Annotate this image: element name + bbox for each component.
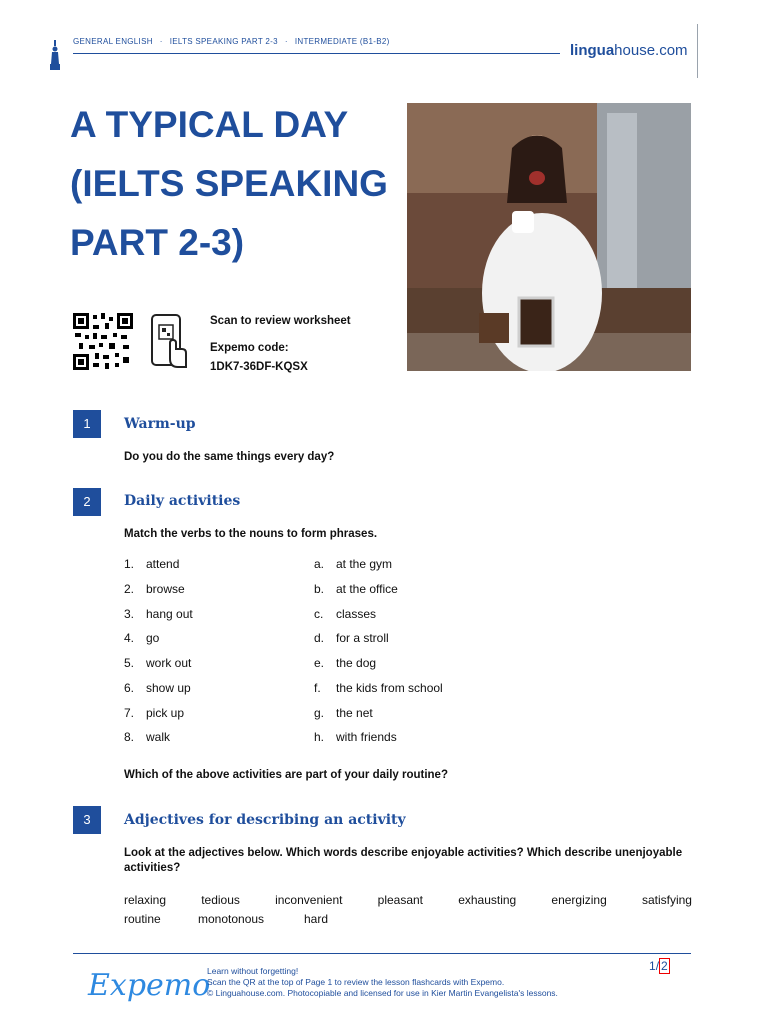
adjective: tedious — [201, 893, 240, 907]
breadcrumb-separator: · — [159, 37, 163, 46]
adjective: monotonous — [198, 912, 265, 926]
section-title-warm-up: Warm-up — [124, 416, 196, 432]
adjective: satisfying — [641, 893, 692, 907]
adjective: routine — [124, 912, 161, 926]
section-number-3: 3 — [73, 806, 101, 834]
noun-item: b. at the office — [314, 582, 398, 596]
section-title-adjectives: Adjectives for describing an activity — [124, 812, 406, 828]
expemo-code: 1DK7-36DF-KQSX — [210, 361, 308, 373]
scan-info — [210, 312, 351, 377]
adjective-row-1 — [124, 893, 692, 907]
phone-scan-icon — [150, 313, 190, 371]
warm-up-question: Do you do the same things every day? — [124, 451, 335, 463]
adjective: hard — [304, 912, 329, 926]
breadcrumb — [73, 37, 390, 46]
brand-logo-rest: house.com — [614, 42, 688, 59]
noun-item: e. the dog — [314, 656, 377, 670]
footer-scan-note: Scan the QR at the top of Page 1 to review the lesson flashcards with Expemo. — [207, 977, 505, 987]
brand-logo-bold: lingua — [570, 42, 615, 59]
expemo-code-label: Expemo code: — [210, 342, 289, 354]
section-number-2: 2 — [73, 488, 101, 516]
adjective: energizing — [551, 893, 607, 907]
adjectives-instruction: Look at the adjectives below. Which words describe enjoyable activities? Which describe unenjoyable activities? — [124, 847, 683, 874]
noun-item: g. the net — [314, 706, 373, 720]
adjective: exhausting — [458, 893, 517, 907]
breadcrumb-item-difficulty[interactable]: INTERMEDIATE (B1-B2) — [294, 37, 390, 46]
section-title-daily-activities: Daily activities — [124, 493, 241, 509]
verb-item: 3. hang out — [124, 607, 193, 621]
header-vertical-rule — [697, 24, 698, 78]
footer-text — [207, 966, 558, 999]
noun-item: h. with friends — [314, 730, 397, 744]
page-separator: / — [655, 959, 660, 973]
verb-item: 8. walk — [124, 730, 171, 744]
woman-yawning-photo — [407, 103, 691, 371]
verb-item: 2. browse — [124, 582, 185, 596]
verb-item: 1. attend — [124, 557, 180, 571]
expemo-logo[interactable]: Expemo — [88, 968, 211, 1003]
noun-item: d. for a stroll — [314, 631, 389, 645]
adjective: pleasant — [377, 893, 424, 907]
noun-item: c. classes — [314, 607, 377, 621]
page-current: 1 — [649, 959, 656, 973]
routine-question: Which of the above activities are part of your daily routine? — [124, 769, 448, 781]
brand-logo[interactable] — [570, 42, 688, 59]
verb-item: 7. pick up — [124, 706, 185, 720]
adjective: inconvenient — [275, 893, 343, 907]
matching-instruction: Match the verbs to the nouns to form phrases. — [124, 528, 378, 540]
verb-item: 6. show up — [124, 681, 191, 695]
header-divider — [73, 53, 560, 54]
footer-divider — [73, 953, 691, 954]
qr-code-icon[interactable] — [73, 313, 133, 370]
page-number — [649, 959, 670, 973]
statue-of-liberty-icon — [49, 40, 61, 70]
adjective: relaxing — [124, 893, 167, 907]
noun-item: a. at the gym — [314, 557, 393, 571]
noun-item: f. the kids from school — [314, 681, 443, 695]
verb-item: 4. go — [124, 631, 160, 645]
footer-license: © Linguahouse.com. Photocopiable and licensed for use in Kier Martin Evangelista's lessons. — [207, 988, 558, 998]
footer-tagline: Learn without forgetting! — [207, 966, 299, 976]
page-title: A TYPICAL DAY (IELTS SPEAKING PART 2-3) — [70, 104, 388, 263]
page-next-link[interactable]: 2 — [661, 959, 668, 973]
breadcrumb-item-topic[interactable]: IELTS SPEAKING PART 2-3 — [169, 37, 278, 46]
breadcrumb-item-level[interactable]: GENERAL ENGLISH — [73, 37, 153, 46]
scan-instruction: Scan to review worksheet — [210, 315, 351, 327]
section-number-1: 1 — [73, 410, 101, 438]
breadcrumb-separator: · — [284, 37, 288, 46]
verb-item: 5. work out — [124, 656, 192, 670]
